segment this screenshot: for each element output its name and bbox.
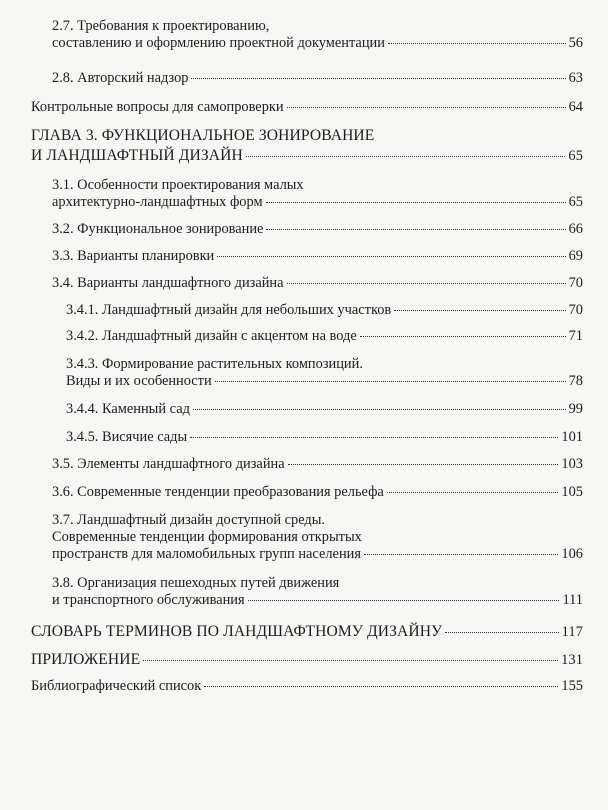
toc-entry bbox=[52, 70, 583, 87]
toc-entry bbox=[52, 512, 583, 563]
toc-entry-title: 3.4.3. Формирование растительных композиций. bbox=[66, 356, 363, 372]
dot-leader bbox=[191, 78, 565, 79]
toc-page-number: 65 bbox=[568, 148, 583, 164]
toc-page-number: 155 bbox=[561, 678, 583, 694]
toc-entry-title: и транспортного обслуживания bbox=[52, 592, 245, 608]
toc-entry bbox=[66, 429, 583, 446]
dot-leader bbox=[287, 283, 566, 284]
toc-chapter-entry bbox=[31, 650, 583, 670]
toc-entry-title: составлению и оформлению проектной документации bbox=[52, 35, 385, 51]
dot-leader bbox=[388, 43, 566, 44]
toc-page-number: 103 bbox=[561, 456, 583, 472]
dot-leader bbox=[215, 381, 566, 382]
toc-page-number: 69 bbox=[568, 248, 583, 264]
toc-entry bbox=[66, 401, 583, 418]
dot-leader bbox=[204, 686, 558, 687]
toc-entry bbox=[52, 18, 583, 52]
toc-page-number: 117 bbox=[561, 624, 583, 640]
dot-leader bbox=[246, 156, 566, 157]
toc-entry-title: 3.7. Ландшафтный дизайн доступной среды. bbox=[52, 512, 326, 528]
toc-entry-title: ГЛАВА 3. ФУНКЦИОНАЛЬНОЕ ЗОНИРОВАНИЕ bbox=[31, 127, 375, 144]
dot-leader bbox=[266, 229, 565, 230]
toc-entry-title: 3.4.4. Каменный сад bbox=[66, 401, 190, 417]
toc-entry-title: 3.8. Организация пешеходных путей движения bbox=[52, 575, 340, 591]
toc-page-number: 111 bbox=[562, 592, 583, 608]
toc-entry-title: Контрольные вопросы для самопроверки bbox=[31, 99, 284, 115]
toc-page-number: 99 bbox=[568, 401, 583, 417]
toc-entry-title: пространств для маломобильных групп населения bbox=[52, 546, 361, 562]
toc-entry-title: 3.5. Элементы ландшафтного дизайна bbox=[52, 456, 285, 472]
toc-entry-title: 3.6. Современные тенденции преобразования рельефа bbox=[52, 484, 384, 500]
toc-page-number: 131 bbox=[561, 652, 583, 668]
toc-page-number: 65 bbox=[568, 194, 583, 210]
toc-entry bbox=[66, 328, 583, 345]
toc-entry-title: 2.8. Авторский надзор bbox=[52, 70, 189, 86]
toc-chapter-entry bbox=[31, 126, 583, 166]
dot-leader bbox=[394, 310, 565, 311]
dot-leader bbox=[217, 256, 565, 257]
dot-leader bbox=[193, 409, 566, 410]
toc-page-number: 101 bbox=[561, 429, 583, 445]
toc-entry bbox=[66, 356, 583, 390]
toc-entry-title: Виды и их особенности bbox=[66, 373, 212, 389]
dot-leader bbox=[287, 107, 566, 108]
toc-page-number: 105 bbox=[561, 484, 583, 500]
toc-entry-title: СЛОВАРЬ ТЕРМИНОВ ПО ЛАНДШАФТНОМУ ДИЗАЙНУ bbox=[31, 623, 443, 640]
toc-entry bbox=[52, 177, 583, 211]
toc-entry-title: 2.7. Требования к проектированию, bbox=[52, 18, 270, 34]
dot-leader bbox=[445, 632, 558, 633]
dot-leader bbox=[266, 202, 566, 203]
dot-leader bbox=[364, 554, 558, 555]
dot-leader bbox=[190, 437, 558, 438]
toc-page-number: 70 bbox=[568, 302, 583, 318]
toc-entry bbox=[52, 575, 583, 609]
toc-entry-title: архитектурно-ландшафтных форм bbox=[52, 194, 263, 210]
toc-entry-title: 3.2. Функциональное зонирование bbox=[52, 221, 264, 237]
toc-page-number: 66 bbox=[568, 221, 583, 237]
dot-leader bbox=[288, 464, 559, 465]
toc-entry-title: 3.4.5. Висячие сады bbox=[66, 429, 188, 445]
toc-entry-title: И ЛАНДШАФТНЫЙ ДИЗАЙН bbox=[31, 147, 243, 164]
toc-entry bbox=[31, 678, 583, 695]
toc-entry bbox=[52, 275, 583, 292]
toc-entry-title: 3.4.1. Ландшафтный дизайн для небольших участков bbox=[66, 302, 392, 318]
toc-entry-title: ПРИЛОЖЕНИЕ bbox=[31, 651, 141, 668]
toc-entry-title: Библиографический список bbox=[31, 678, 202, 694]
toc-page-number: 56 bbox=[568, 35, 583, 51]
toc-entry bbox=[52, 248, 583, 265]
toc-page-number: 63 bbox=[568, 70, 583, 86]
toc-entry bbox=[52, 484, 583, 501]
dot-leader bbox=[248, 600, 560, 601]
toc-entry-title: 3.3. Варианты планировки bbox=[52, 248, 215, 264]
dot-leader bbox=[360, 336, 566, 337]
toc-entry bbox=[52, 221, 583, 238]
toc-page-number: 78 bbox=[568, 373, 583, 389]
toc-entry bbox=[66, 302, 583, 319]
dot-leader bbox=[143, 660, 558, 661]
toc-entry-title: Современные тенденции формирования открытых bbox=[52, 529, 362, 545]
toc-entry bbox=[52, 456, 583, 473]
dot-leader bbox=[387, 492, 559, 493]
toc-page-number: 106 bbox=[561, 546, 583, 562]
toc-entry-title: 3.4.2. Ландшафтный дизайн с акцентом на воде bbox=[66, 328, 357, 344]
toc-chapter-entry bbox=[31, 622, 583, 642]
toc-page-number: 71 bbox=[568, 328, 583, 344]
toc-entry-title: 3.1. Особенности проектирования малых bbox=[52, 177, 304, 193]
toc-entry-title: 3.4. Варианты ландшафтного дизайна bbox=[52, 275, 284, 291]
toc-page-number: 70 bbox=[568, 275, 583, 291]
toc-page-number: 64 bbox=[568, 99, 583, 115]
toc-entry bbox=[31, 99, 583, 116]
